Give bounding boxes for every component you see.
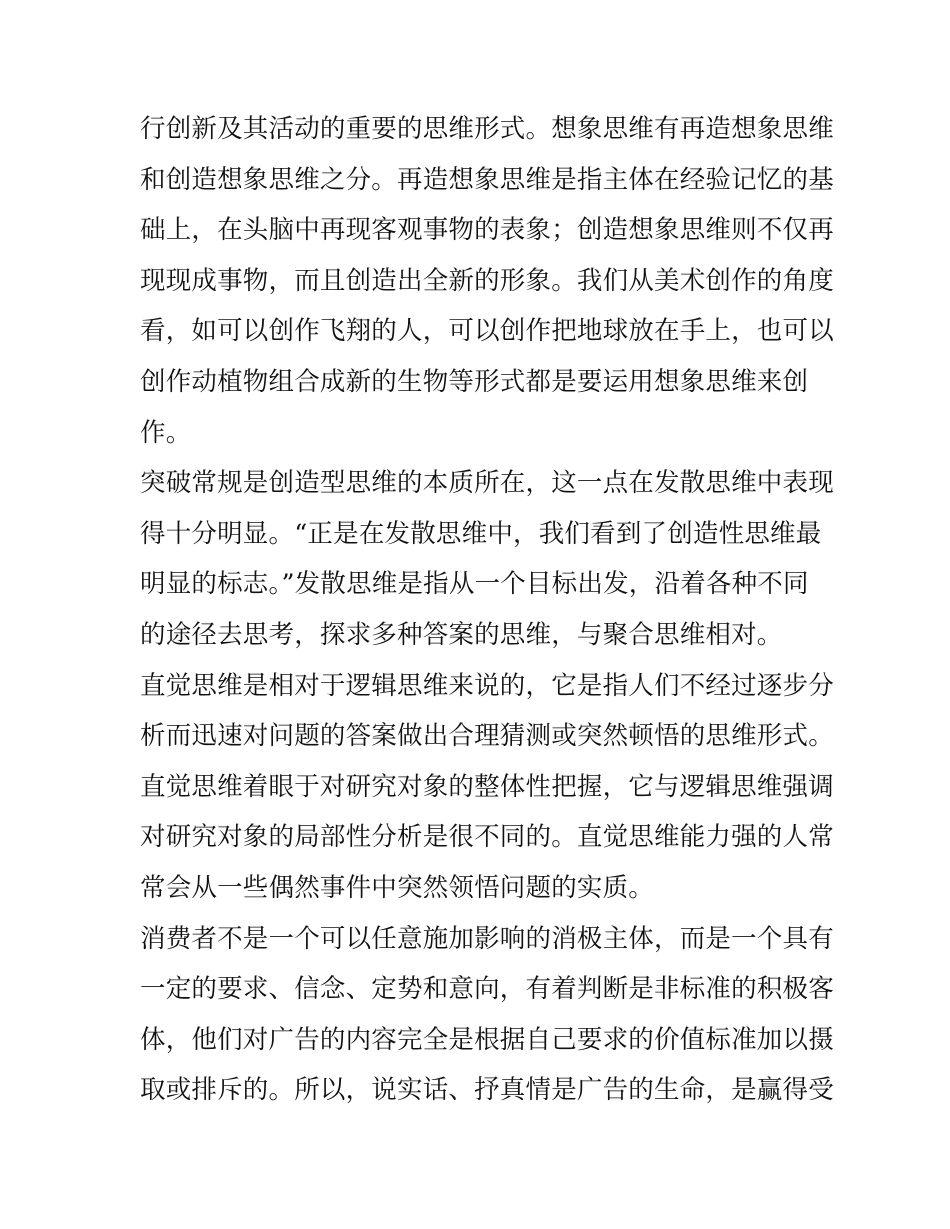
text-line: 析而迅速对问题的答案做出合理猜测或突然顿悟的思维形式。: [140, 721, 834, 752]
text-line: 突破常规是创造型思维的本质所在，这一点在发散思维中表现: [140, 468, 834, 499]
text-line: 现现成事物，而且创造出全新的形象。我们从美术创作的角度: [140, 265, 834, 296]
text-line: 一定的要求、信念、定势和意向，有着判断是非标准的积极客: [140, 974, 834, 1005]
text-line: 体，他们对广告的内容完全是根据自己要求的价值标准加以摄: [140, 1024, 834, 1055]
text-line: 作。: [140, 417, 192, 448]
text-line: 创作动植物组合成新的生物等形式都是要运用想象思维来创: [140, 366, 809, 397]
body-text: [140, 104, 834, 1116]
text-line: 得十分明显。“正是在发散思维中，我们看到了创造性思维最: [140, 518, 822, 549]
text-line: 消费者不是一个可以任意施加影响的消极主体，而是一个具有: [140, 923, 834, 954]
text-line: 对研究对象的局部性分析是很不同的。直觉思维能力强的人常: [140, 822, 834, 853]
text-line: 常会从一些偶然事件中突然领悟问题的实质。: [140, 872, 655, 903]
text-line: 的途径去思考，探求多种答案的思维，与聚合思维相对。: [140, 619, 783, 650]
text-line: 直觉思维是相对于逻辑思维来说的，它是指人们不经过逐步分: [140, 670, 834, 701]
text-line: 看，如可以创作飞翔的人，可以创作把地球放在手上，也可以: [140, 316, 834, 347]
text-line: 和创造想象思维之分。再造想象思维是指主体在经验记忆的基: [140, 164, 834, 195]
text-line: 直觉思维着眼于对研究对象的整体性把握，它与逻辑思维强调: [140, 771, 834, 802]
text-line: 明显的标志。”发散思维是指从一个目标出发，沿着各种不同: [140, 569, 809, 600]
text-line: 础上，在头脑中再现客观事物的表象；创造想象思维则不仅再: [140, 215, 834, 246]
text-line: 行创新及其活动的重要的思维形式。想象思维有再造想象思维: [140, 114, 834, 144]
text-line: 取或排斥的。所以，说实话、抒真情是广告的生命，是赢得受: [140, 1075, 834, 1106]
